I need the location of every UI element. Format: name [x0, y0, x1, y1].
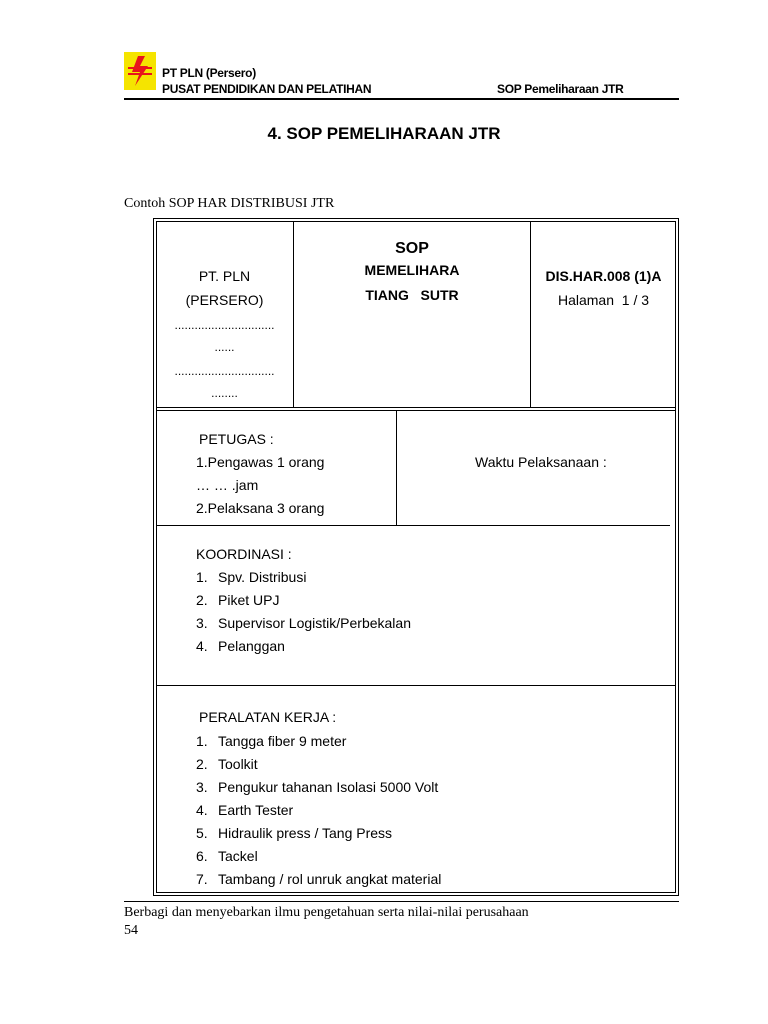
intro-text: Contoh SOP HAR DISTRIBUSI JTR	[124, 196, 335, 211]
doc-code: DIS.HAR.008 (1)A	[545, 268, 662, 284]
header-doc-ref: SOP Pemeliharaan JTR	[497, 82, 624, 96]
koordinasi-heading: KOORDINASI :	[196, 546, 292, 562]
pln-logo	[124, 52, 156, 90]
list-item: 1. Spv. Distribusi	[196, 569, 307, 585]
koordinasi-list	[196, 566, 411, 658]
page-title: 4. SOP PEMELIHARAAN JTR	[267, 124, 501, 143]
page-number: 54	[124, 923, 138, 938]
header-unit: PUSAT PENDIDIKAN DAN PELATIHAN	[162, 82, 372, 96]
peralatan-heading: PERALATAN KERJA :	[199, 709, 337, 725]
peralatan-list	[196, 730, 441, 891]
grid-line	[156, 525, 670, 526]
org-name: PT. PLN	[198, 268, 251, 284]
org-placeholder: ........	[211, 386, 238, 400]
list-item: 2. Piket UPJ	[196, 592, 280, 608]
waktu-pelaksanaan: Waktu Pelaksanaan :	[475, 454, 607, 470]
list-item: 7. Tambang / rol unruk angkat material	[196, 871, 442, 887]
list-item: 1. Tangga fiber 9 meter	[196, 733, 347, 749]
petugas-executors: 2.Pelaksana 3 orang	[196, 500, 325, 516]
org-placeholder: ..............................	[174, 318, 275, 332]
org-type: (PERSERO)	[185, 292, 264, 308]
petugas-heading: PETUGAS :	[199, 431, 274, 447]
grid-line	[156, 685, 676, 686]
page-indicator: Halaman 1 / 3	[557, 292, 650, 308]
footer-divider	[124, 901, 679, 902]
list-item: 4. Pelanggan	[196, 638, 285, 654]
header-company: PT PLN (Persero)	[162, 66, 256, 80]
grid-line	[156, 410, 676, 411]
org-placeholder: ..............................	[174, 364, 275, 378]
lightning-logo-icon	[124, 52, 156, 90]
footer-text: Berbagi dan menyebarkan ilmu pengetahuan serta nilai-nilai perusahaan	[124, 905, 529, 920]
grid-line	[530, 221, 531, 408]
header-divider	[124, 98, 679, 100]
petugas-hours: … … .jam	[196, 477, 259, 493]
list-item: 3. Supervisor Logistik/Perbekalan	[196, 615, 411, 631]
sop-activity: MEMELIHARA	[364, 262, 460, 278]
list-item: 6. Tackel	[196, 848, 258, 864]
org-placeholder: ......	[214, 340, 235, 354]
list-item: 4. Earth Tester	[196, 802, 294, 818]
petugas-supervisor: 1.Pengawas 1 orang	[196, 454, 325, 470]
grid-line	[156, 407, 676, 408]
list-item: 3. Pengukur tahanan Isolasi 5000 Volt	[196, 779, 439, 795]
list-item: 5. Hidraulik press / Tang Press	[196, 825, 393, 841]
list-item: 2. Toolkit	[196, 756, 258, 772]
sop-label: SOP	[395, 240, 429, 257]
sop-object: TIANG SUTR	[365, 287, 459, 303]
grid-line	[396, 411, 397, 526]
